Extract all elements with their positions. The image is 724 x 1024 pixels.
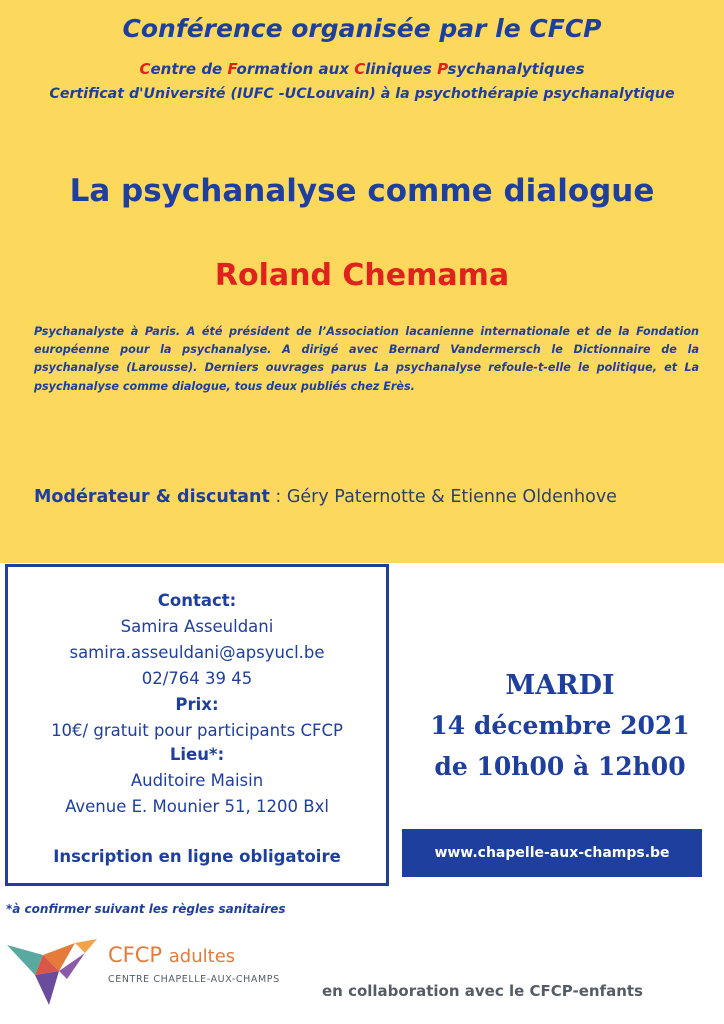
contact-label: Contact: (157, 591, 237, 610)
initial-c1: C (139, 60, 151, 78)
logo-brand-name: CFCP (108, 943, 163, 967)
certificate-subtitle: Certificat d'Université (IUFC -UCLouvain) à la psychothérapie psychanalytique (49, 86, 675, 102)
logo-brand-suffix: adultes (168, 946, 236, 967)
word-rest-4: sychanalytiques (447, 60, 585, 78)
contact-info-box (5, 564, 389, 886)
moderator-line (34, 487, 617, 507)
moderator-label: Modérateur & discutant (34, 487, 270, 507)
talk-title: La psychanalyse comme dialogue (69, 173, 655, 209)
price-value: 10€/ gratuit pour participants CFCP (51, 721, 343, 740)
speaker-bio: Psychanalyste à Paris. A été président de l’Association lacanienne internationale et de la Fondation européenne pour la psychanalyse. A dirigé avec Bernard Vandermersch le Dictionnaire de la psychanalyse (Larousse). Derniers ouvrages parus La psychanalyse refoule-t-elle le politique, et La psychanalyse comme dialogue, tous deux publiés chez Erès. (34, 325, 699, 393)
price-label: Prix: (175, 695, 219, 714)
word-rest-1: entre de (150, 60, 228, 78)
conference-heading: Conférence organisée par le CFCP (122, 14, 602, 43)
registration-note: Inscription en ligne obligatoire (53, 847, 341, 866)
contact-name: Samira Asseuldani (120, 617, 274, 636)
speaker-name: Roland Chemama (214, 258, 510, 293)
venue-address: Avenue E. Mounier 51, 1200 Bxl (65, 797, 329, 816)
moderator-names: Géry Paternotte & Etienne Oldenhove (286, 487, 617, 507)
cfcp-bird-logo-icon (5, 935, 100, 1007)
word-rest-3: liniques (365, 60, 438, 78)
initial-f: F (227, 60, 237, 78)
collaboration-note: en collaboration avec le CFCP-enfants (322, 982, 643, 1000)
logo-subtitle: CENTRE CHAPELLE-AUX-CHAMPS (108, 974, 280, 985)
initial-c2: C (354, 60, 366, 78)
logo-brand (108, 943, 235, 967)
cfcp-full-name (0, 60, 724, 78)
contact-phone: 02/764 39 45 (141, 669, 253, 688)
initial-p: P (437, 60, 448, 78)
venue-label: Lieu*: (169, 745, 225, 764)
sanitary-footnote: *à confirmer suivant les règles sanitaires (6, 902, 286, 916)
moderator-separator: : (269, 487, 287, 507)
event-date: 14 décembre 2021 (430, 711, 690, 740)
word-rest-2: ormation aux (236, 60, 355, 78)
event-time: de 10h00 à 12h00 (434, 752, 686, 781)
event-day: MARDI (505, 670, 615, 701)
venue-name: Auditoire Maisin (130, 771, 264, 790)
contact-email[interactable]: samira.asseuldani@apsyucl.be (69, 643, 325, 662)
website-link[interactable]: www.chapelle-aux-champs.be (402, 829, 702, 877)
